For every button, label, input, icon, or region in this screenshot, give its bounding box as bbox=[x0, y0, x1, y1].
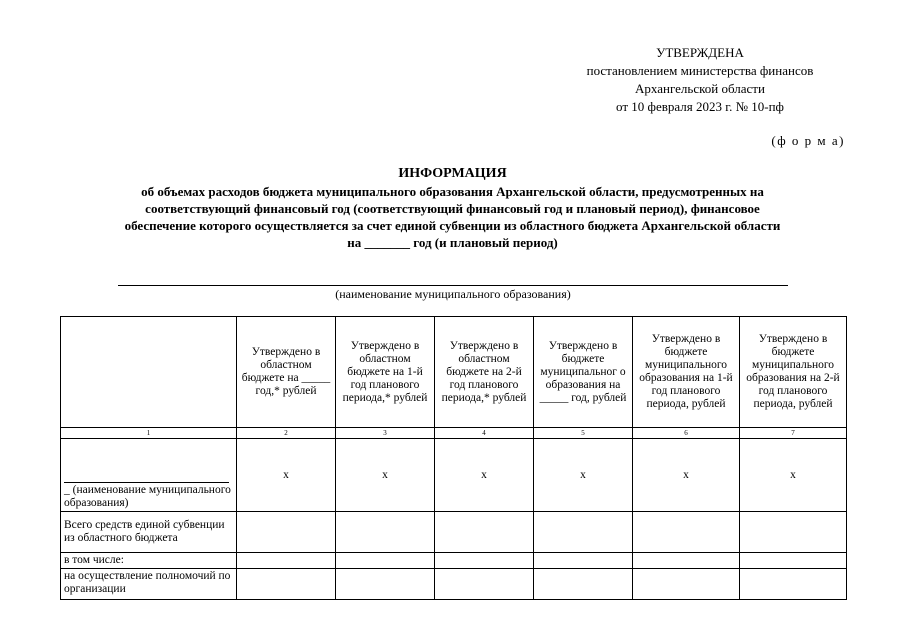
header-cell: Утверждено в бюджете муниципального образования на 1-й год планового периода, рублей bbox=[633, 317, 740, 428]
table-cell bbox=[740, 512, 847, 553]
header-cell bbox=[61, 317, 237, 428]
name-underline bbox=[64, 482, 229, 483]
table-row bbox=[61, 569, 847, 600]
column-number: 4 bbox=[435, 428, 534, 439]
table-cell: х bbox=[633, 439, 740, 512]
table-cell bbox=[336, 553, 435, 569]
column-number: 1 bbox=[61, 428, 237, 439]
table-cell bbox=[237, 553, 336, 569]
table-cell bbox=[633, 569, 740, 600]
row-label: _ (наименование муниципального образования) bbox=[64, 484, 231, 509]
approval-date: от 10 февраля 2023 г. № 10-пф bbox=[616, 99, 784, 114]
table-row bbox=[61, 553, 847, 569]
column-number: 2 bbox=[237, 428, 336, 439]
table-cell bbox=[534, 569, 633, 600]
table-cell: х bbox=[435, 439, 534, 512]
row-label-cell bbox=[61, 439, 237, 512]
table-cell bbox=[435, 553, 534, 569]
table-cell bbox=[435, 569, 534, 600]
municipality-name-caption: (наименование муниципального образования) bbox=[335, 287, 571, 301]
row-label: в том числе: bbox=[61, 553, 237, 569]
table-cell bbox=[435, 512, 534, 553]
table-cell: х bbox=[336, 439, 435, 512]
approval-block bbox=[540, 44, 860, 116]
approval-region: Архангельской области bbox=[635, 81, 765, 96]
table-cell bbox=[336, 569, 435, 600]
form-mark: (ф о р м а) bbox=[771, 133, 845, 148]
table-cell bbox=[740, 553, 847, 569]
approval-decree: постановлением министерства финансов bbox=[586, 63, 814, 78]
table-row bbox=[61, 512, 847, 553]
header-cell: Утверждено в областном бюджете на _____ год,* рублей bbox=[237, 317, 336, 428]
title-main: ИНФОРМАЦИЯ bbox=[398, 166, 507, 181]
table-cell bbox=[237, 512, 336, 553]
column-number: 6 bbox=[633, 428, 740, 439]
table-cell: х bbox=[740, 439, 847, 512]
header-cell: Утверждено в областном бюджете на 2-й год планового периода,* рублей bbox=[435, 317, 534, 428]
header-cell: Утверждено в бюджете муниципальног о образования на _____ год, рублей bbox=[534, 317, 633, 428]
table-cell bbox=[740, 569, 847, 600]
table-row bbox=[61, 439, 847, 512]
table-cell: х bbox=[534, 439, 633, 512]
column-number-row bbox=[61, 428, 847, 439]
title-line-4: на _______ год (и плановый период) bbox=[347, 235, 558, 250]
table-cell bbox=[534, 512, 633, 553]
table-cell bbox=[534, 553, 633, 569]
approval-title: УТВЕРЖДЕНА bbox=[656, 45, 744, 60]
title-line-3: обеспечение которого осуществляется за счет единой субвенции из областного бюджета Архангельской области bbox=[124, 218, 781, 233]
row-label: на осуществление полномочий по организации bbox=[61, 569, 237, 600]
header-cell: Утверждено в бюджете муниципального образования на 2-й год планового периода, рублей bbox=[740, 317, 847, 428]
table-cell bbox=[237, 569, 336, 600]
table-cell bbox=[336, 512, 435, 553]
table-cell bbox=[633, 512, 740, 553]
table-cell bbox=[633, 553, 740, 569]
column-number: 5 bbox=[534, 428, 633, 439]
municipality-name-line bbox=[118, 285, 788, 286]
title-line-2: соответствующий финансовый год (соответствующий финансовый год и плановый период), финансовое bbox=[145, 201, 760, 216]
row-label: Всего средств единой субвенции из областного бюджета bbox=[61, 512, 237, 553]
document-title bbox=[70, 165, 835, 251]
header-row bbox=[61, 317, 847, 428]
column-number: 3 bbox=[336, 428, 435, 439]
budget-table bbox=[60, 316, 847, 600]
title-line-1: об объемах расходов бюджета муниципального образования Архангельской области, предусмотренных на bbox=[141, 184, 764, 199]
table-cell: х bbox=[237, 439, 336, 512]
header-cell: Утверждено в областном бюджете на 1-й год планового периода,* рублей bbox=[336, 317, 435, 428]
column-number: 7 bbox=[740, 428, 847, 439]
